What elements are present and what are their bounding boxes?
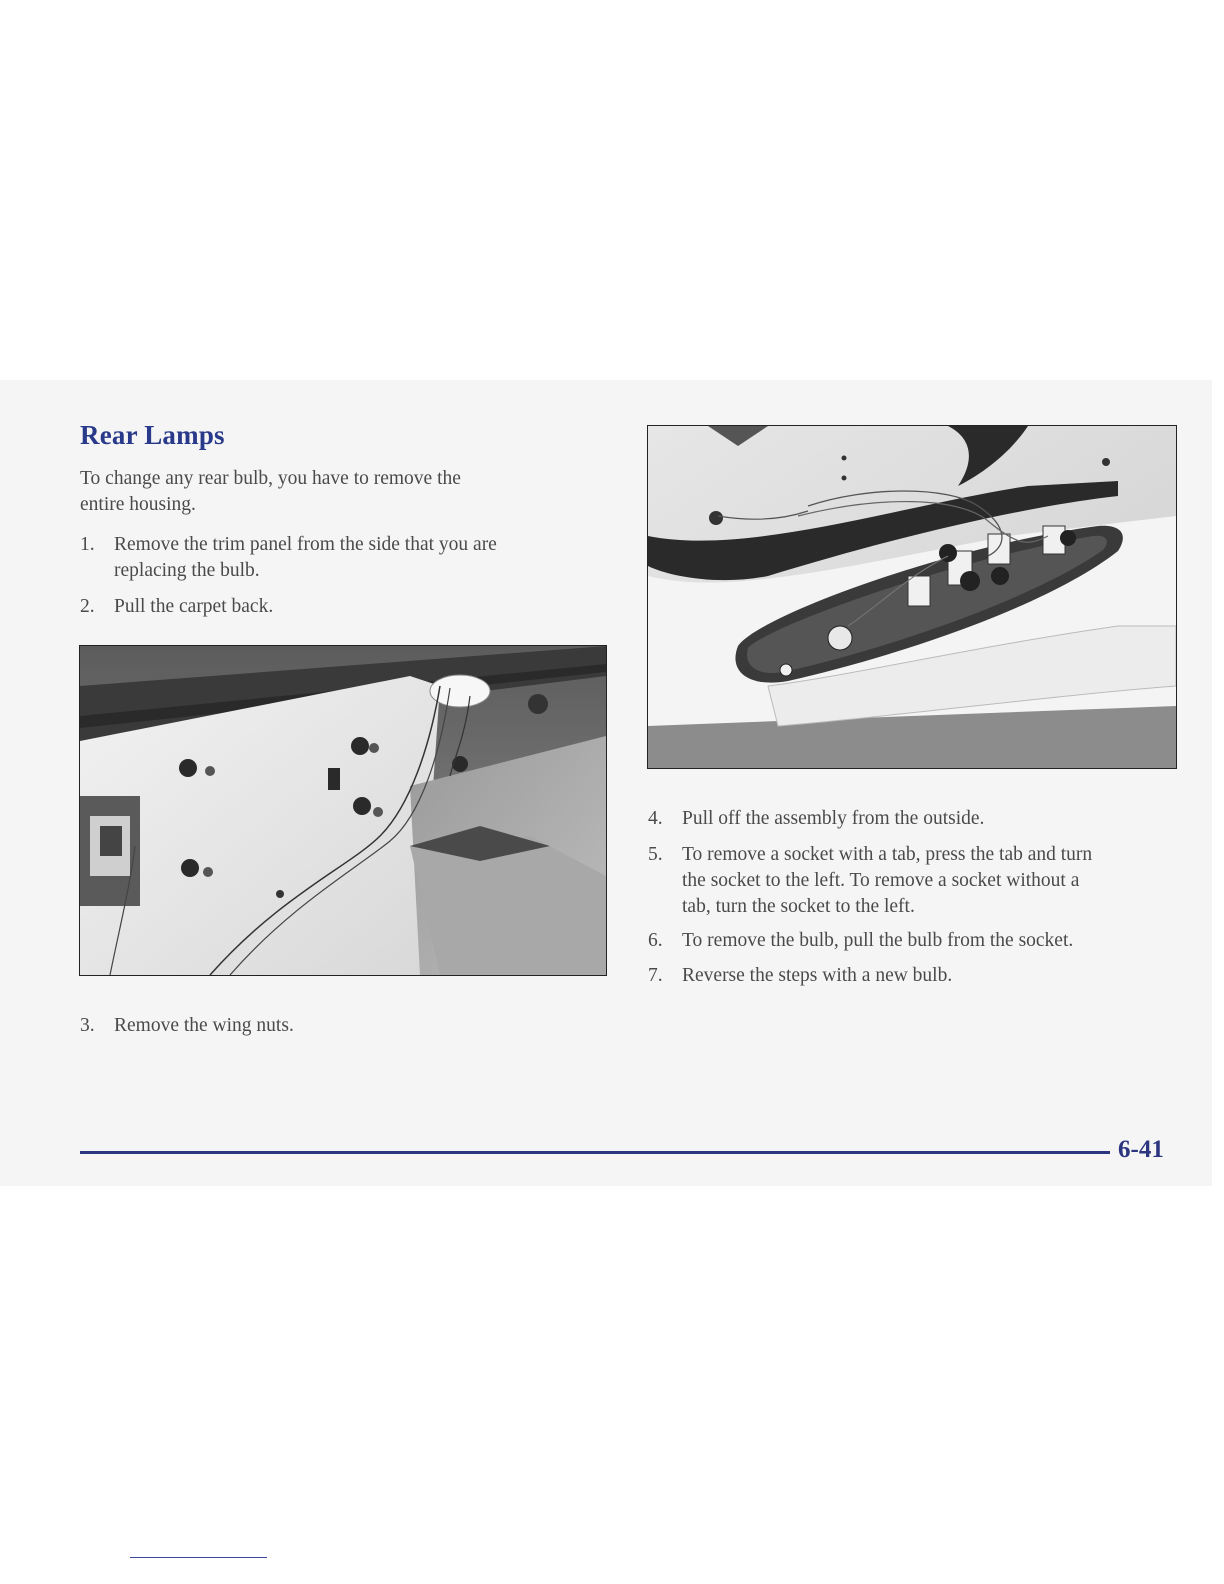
step-2 [80, 594, 580, 620]
footer-rule [80, 1151, 1110, 1154]
step-1 [80, 532, 580, 584]
step-number: 3. [80, 1015, 95, 1036]
step-text: Pull off the assembly from the outside. [682, 808, 985, 829]
step-text: Remove the trim panel from the side that you are replacing the bulb. [114, 534, 497, 581]
step-number: 5. [648, 844, 663, 865]
trunk-interior-photo [79, 645, 607, 976]
step-number: 4. [648, 808, 663, 829]
step-number: 6. [648, 930, 663, 951]
step-6 [648, 928, 1188, 954]
lamp-assembly-photo [647, 425, 1177, 769]
step-text: Reverse the steps with a new bulb. [682, 965, 953, 986]
step-text: To remove the bulb, pull the bulb from the socket. [682, 930, 1074, 951]
intro-paragraph: To change any rear bulb, you have to remove the entire housing. [80, 468, 461, 515]
trunk-interior-illustration [80, 646, 606, 975]
step-number: 7. [648, 965, 663, 986]
step-text: Pull the carpet back. [114, 596, 274, 617]
step-4 [648, 806, 1188, 832]
step-3 [80, 1013, 580, 1039]
lamp-assembly-illustration [648, 426, 1176, 768]
step-number: 1. [80, 534, 95, 555]
bottom-divider [130, 1557, 267, 1558]
step-text: Remove the wing nuts. [114, 1015, 294, 1036]
step-7 [648, 963, 1188, 989]
page-number: 6-41 [1118, 1136, 1164, 1163]
step-text: To remove a socket with a tab, press the tab and turn the socket to the left. To remove a socket without a tab, turn the socket to the left. [682, 844, 1093, 917]
step-5 [648, 842, 1188, 920]
step-number: 2. [80, 596, 95, 617]
section-heading: Rear Lamps [80, 420, 225, 450]
